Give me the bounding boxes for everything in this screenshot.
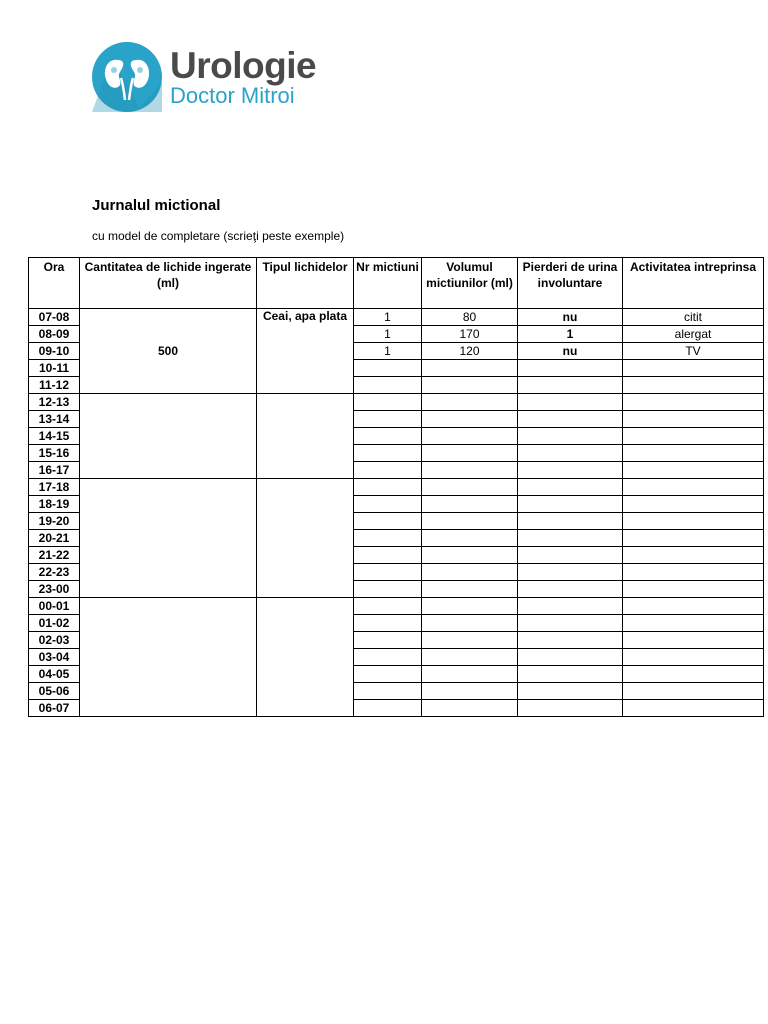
leakage-cell[interactable] <box>518 700 623 717</box>
voids-count-cell[interactable] <box>354 700 422 717</box>
activity-cell[interactable] <box>623 564 764 581</box>
voiding-diary-table <box>28 257 764 717</box>
hour-cell: 08-09 <box>29 326 80 343</box>
activity-cell[interactable] <box>623 649 764 666</box>
quantity-cell[interactable] <box>80 394 257 479</box>
header-volumul: Volumul mictiunilor (ml) <box>422 258 518 309</box>
kidneys-icon <box>92 42 162 112</box>
hour-cell: 04-05 <box>29 666 80 683</box>
activity-cell[interactable] <box>623 394 764 411</box>
void-volume-cell[interactable] <box>422 530 518 547</box>
voids-count-cell[interactable] <box>354 649 422 666</box>
activity-cell[interactable] <box>623 496 764 513</box>
hour-cell: 22-23 <box>29 564 80 581</box>
quantity-cell[interactable]: 500 <box>80 309 257 394</box>
activity-cell[interactable] <box>623 683 764 700</box>
void-volume-cell[interactable] <box>422 547 518 564</box>
liquid-type-cell[interactable] <box>257 394 354 479</box>
voids-count-cell[interactable] <box>354 360 422 377</box>
voids-count-cell[interactable]: 1 <box>354 309 422 326</box>
hour-cell: 12-13 <box>29 394 80 411</box>
hour-cell: 05-06 <box>29 683 80 700</box>
leakage-cell[interactable]: nu <box>518 343 623 360</box>
hour-cell: 07-08 <box>29 309 80 326</box>
leakage-cell[interactable]: nu <box>518 309 623 326</box>
void-volume-cell[interactable] <box>422 428 518 445</box>
activity-cell[interactable] <box>623 700 764 717</box>
hour-cell: 14-15 <box>29 428 80 445</box>
void-volume-cell[interactable] <box>422 700 518 717</box>
voids-count-cell[interactable] <box>354 513 422 530</box>
void-volume-cell[interactable] <box>422 649 518 666</box>
activity-cell[interactable] <box>623 428 764 445</box>
activity-cell[interactable] <box>623 513 764 530</box>
voids-count-cell[interactable] <box>354 462 422 479</box>
hour-cell: 17-18 <box>29 479 80 496</box>
document-subtitle: cu model de completare (scrieţi peste exemple) <box>92 229 345 243</box>
table-row <box>29 598 764 615</box>
void-volume-cell[interactable]: 80 <box>422 309 518 326</box>
leakage-cell[interactable] <box>518 530 623 547</box>
table-row <box>29 479 764 496</box>
voids-count-cell[interactable] <box>354 394 422 411</box>
voids-count-cell[interactable] <box>354 581 422 598</box>
void-volume-cell[interactable]: 170 <box>422 326 518 343</box>
void-volume-cell[interactable] <box>422 683 518 700</box>
leakage-cell[interactable] <box>518 632 623 649</box>
activity-cell[interactable]: TV <box>623 343 764 360</box>
hour-cell: 10-11 <box>29 360 80 377</box>
leakage-cell[interactable] <box>518 683 623 700</box>
voids-count-cell[interactable] <box>354 445 422 462</box>
void-volume-cell[interactable] <box>422 513 518 530</box>
hour-cell: 21-22 <box>29 547 80 564</box>
quantity-cell[interactable] <box>80 479 257 598</box>
void-volume-cell[interactable] <box>422 377 518 394</box>
void-volume-cell[interactable] <box>422 615 518 632</box>
void-volume-cell[interactable] <box>422 632 518 649</box>
voids-count-cell[interactable] <box>354 598 422 615</box>
activity-cell[interactable] <box>623 411 764 428</box>
logo-subtitle: Doctor Mitroi <box>170 83 295 108</box>
voids-count-cell[interactable] <box>354 479 422 496</box>
header-ora: Ora <box>29 258 80 309</box>
voids-count-cell[interactable] <box>354 666 422 683</box>
leakage-cell[interactable] <box>518 666 623 683</box>
leakage-cell[interactable] <box>518 581 623 598</box>
activity-cell[interactable] <box>623 666 764 683</box>
logo-title: Urologie <box>170 45 317 86</box>
leakage-cell[interactable] <box>518 394 623 411</box>
leakage-cell[interactable] <box>518 564 623 581</box>
leakage-cell[interactable] <box>518 360 623 377</box>
leakage-cell[interactable] <box>518 649 623 666</box>
header-tipul: Tipul lichidelor <box>257 258 354 309</box>
liquid-type-cell[interactable]: Ceai, apa plata <box>257 309 354 394</box>
void-volume-cell[interactable] <box>422 462 518 479</box>
void-volume-cell[interactable] <box>422 598 518 615</box>
voids-count-cell[interactable] <box>354 428 422 445</box>
void-volume-cell[interactable] <box>422 360 518 377</box>
void-volume-cell[interactable] <box>422 496 518 513</box>
voids-count-cell[interactable] <box>354 411 422 428</box>
void-volume-cell[interactable] <box>422 394 518 411</box>
activity-cell[interactable] <box>623 530 764 547</box>
voids-count-cell[interactable] <box>354 615 422 632</box>
hour-cell: 11-12 <box>29 377 80 394</box>
activity-cell[interactable] <box>623 377 764 394</box>
leakage-cell[interactable] <box>518 496 623 513</box>
voids-count-cell[interactable]: 1 <box>354 326 422 343</box>
voids-count-cell[interactable]: 1 <box>354 343 422 360</box>
leakage-cell[interactable] <box>518 513 623 530</box>
leakage-cell[interactable] <box>518 547 623 564</box>
liquid-type-cell[interactable] <box>257 598 354 717</box>
leakage-cell[interactable] <box>518 445 623 462</box>
brand-logo <box>92 42 332 112</box>
header-nr: Nr mictiuni <box>354 258 422 309</box>
activity-cell[interactable] <box>623 462 764 479</box>
hour-cell: 09-10 <box>29 343 80 360</box>
leakage-cell[interactable] <box>518 479 623 496</box>
hour-cell: 15-16 <box>29 445 80 462</box>
hour-cell: 20-21 <box>29 530 80 547</box>
void-volume-cell[interactable] <box>422 411 518 428</box>
activity-cell[interactable] <box>623 615 764 632</box>
leakage-cell[interactable] <box>518 428 623 445</box>
leakage-cell[interactable] <box>518 598 623 615</box>
hour-cell: 19-20 <box>29 513 80 530</box>
table-header-row <box>29 258 764 309</box>
voids-count-cell[interactable] <box>354 564 422 581</box>
hour-cell: 18-19 <box>29 496 80 513</box>
hour-cell: 00-01 <box>29 598 80 615</box>
voids-count-cell[interactable] <box>354 632 422 649</box>
activity-cell[interactable] <box>623 360 764 377</box>
hour-cell: 01-02 <box>29 615 80 632</box>
activity-cell[interactable] <box>623 632 764 649</box>
voids-count-cell[interactable] <box>354 530 422 547</box>
activity-cell[interactable]: citit <box>623 309 764 326</box>
void-volume-cell[interactable]: 120 <box>422 343 518 360</box>
hour-cell: 03-04 <box>29 649 80 666</box>
leakage-cell[interactable] <box>518 411 623 428</box>
hour-cell: 06-07 <box>29 700 80 717</box>
hour-cell: 13-14 <box>29 411 80 428</box>
hour-cell: 02-03 <box>29 632 80 649</box>
activity-cell[interactable] <box>623 598 764 615</box>
voids-count-cell[interactable] <box>354 496 422 513</box>
activity-cell[interactable] <box>623 479 764 496</box>
void-volume-cell[interactable] <box>422 479 518 496</box>
hour-cell: 23-00 <box>29 581 80 598</box>
void-volume-cell[interactable] <box>422 564 518 581</box>
hour-cell: 16-17 <box>29 462 80 479</box>
liquid-type-cell[interactable] <box>257 479 354 598</box>
activity-cell[interactable] <box>623 547 764 564</box>
activity-cell[interactable]: alergat <box>623 326 764 343</box>
leakage-cell[interactable] <box>518 615 623 632</box>
leakage-cell[interactable]: 1 <box>518 326 623 343</box>
voids-count-cell[interactable] <box>354 547 422 564</box>
table-row <box>29 394 764 411</box>
activity-cell[interactable] <box>623 581 764 598</box>
table-row <box>29 309 764 326</box>
activity-cell[interactable] <box>623 445 764 462</box>
header-activitatea: Activitatea intreprinsa <box>623 258 764 309</box>
leakage-cell[interactable] <box>518 462 623 479</box>
header-cantitatea: Cantitatea de lichide ingerate (ml) <box>80 258 257 309</box>
document-title: Jurnalul mictional <box>92 197 221 214</box>
void-volume-cell[interactable] <box>422 581 518 598</box>
leakage-cell[interactable] <box>518 377 623 394</box>
void-volume-cell[interactable] <box>422 445 518 462</box>
voids-count-cell[interactable] <box>354 683 422 700</box>
quantity-cell[interactable] <box>80 598 257 717</box>
void-volume-cell[interactable] <box>422 666 518 683</box>
header-pierderi: Pierderi de urina involuntare <box>518 258 623 309</box>
voids-count-cell[interactable] <box>354 377 422 394</box>
